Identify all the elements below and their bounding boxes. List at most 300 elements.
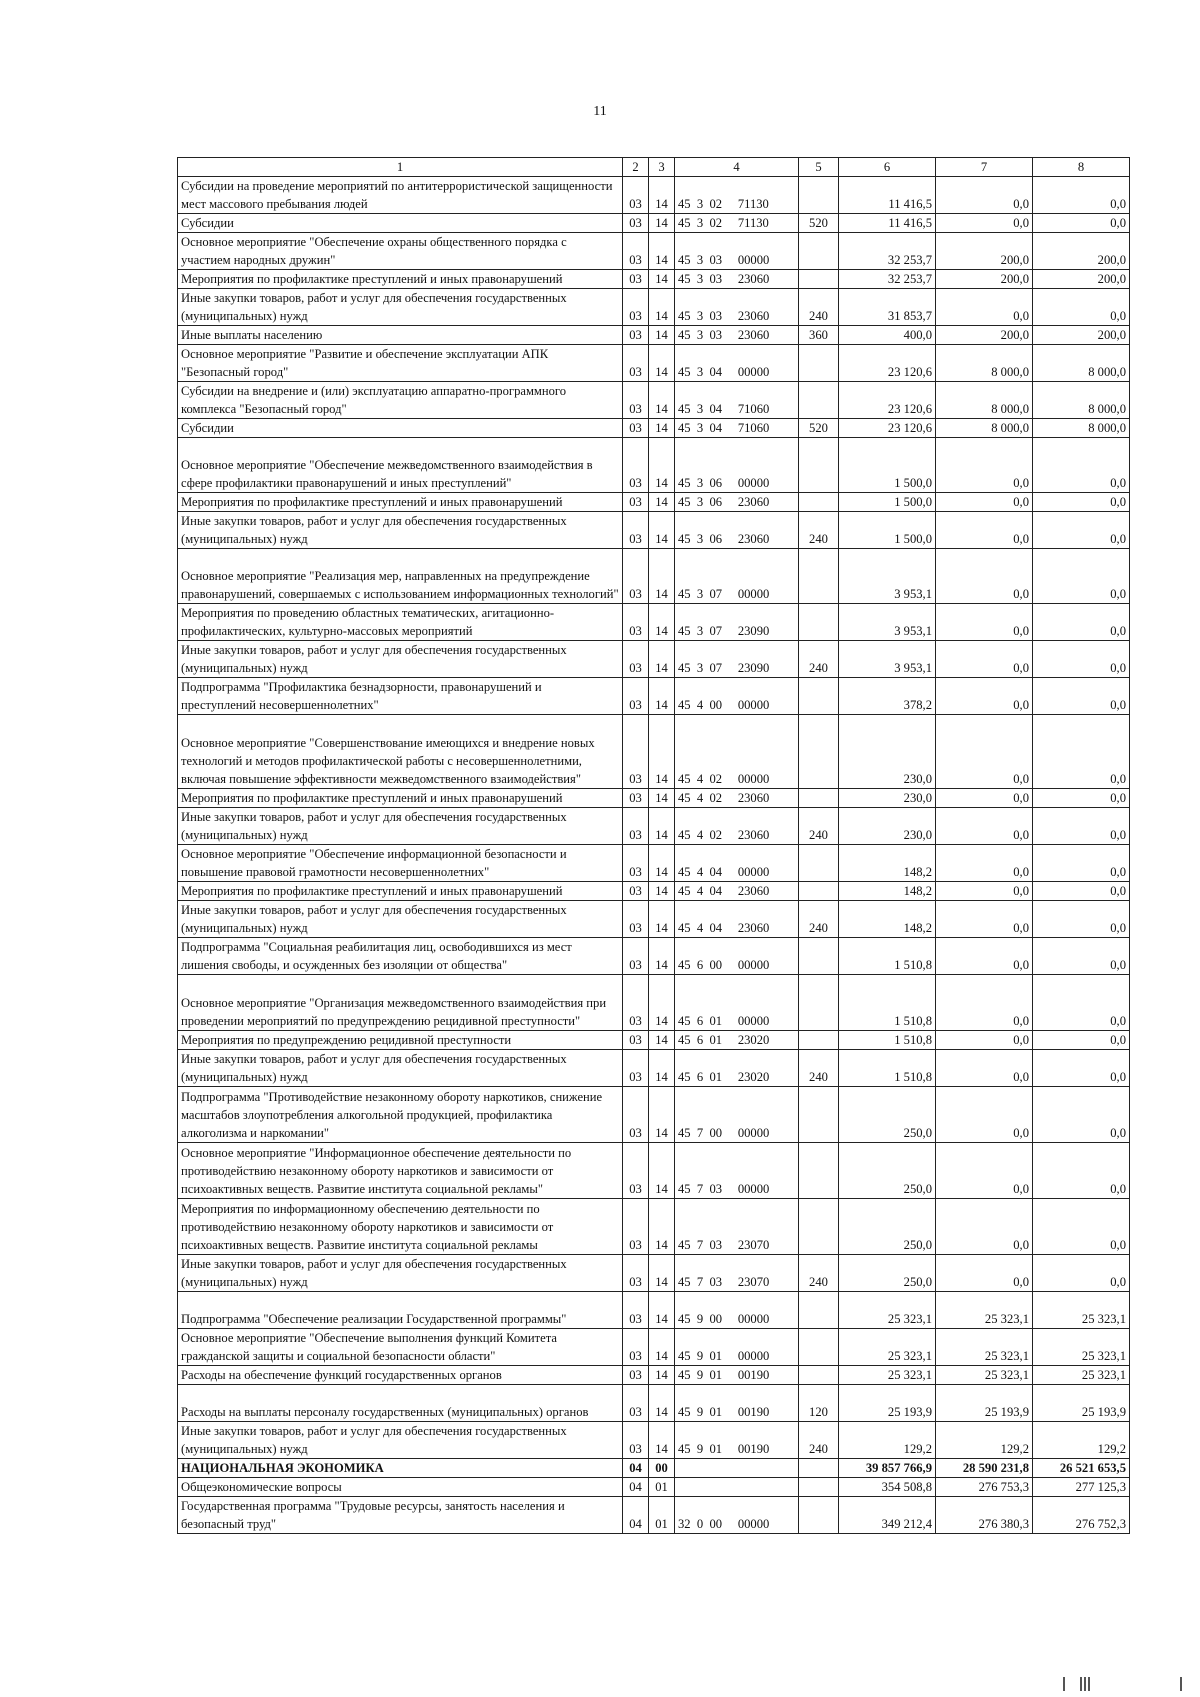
amount-col8: 25 193,9 bbox=[1033, 1385, 1130, 1422]
amount-col7: 0,0 bbox=[936, 1050, 1033, 1087]
amount-col8: 0,0 bbox=[1033, 549, 1130, 604]
row-name: Мероприятия по предупреждению рецидивной преступности bbox=[178, 1031, 623, 1050]
target-article-code: 45 3 03 23060 bbox=[675, 289, 799, 326]
table-row bbox=[178, 789, 1130, 808]
target-article-code: 45 7 00 00000 bbox=[675, 1087, 799, 1143]
row-name: Иные закупки товаров, работ и услуг для обеспечения государственных (муниципальных) нужд bbox=[178, 289, 623, 326]
subsection-code: 01 bbox=[649, 1478, 675, 1497]
target-article-code bbox=[675, 1478, 799, 1497]
row-name: Субсидии на проведение мероприятий по антитеррористической защищенности мест массового пребывания людей bbox=[178, 177, 623, 214]
amount-col7: 8 000,0 bbox=[936, 382, 1033, 419]
expense-type-code bbox=[799, 1478, 839, 1497]
row-name: Иные закупки товаров, работ и услуг для обеспечения государственных (муниципальных) нужд bbox=[178, 808, 623, 845]
row-name: Основное мероприятие "Организация межведомственного взаимодействия при проведении мероприятий по предупреждению рецидивной преступности" bbox=[178, 975, 623, 1031]
target-article-code: 45 4 00 00000 bbox=[675, 678, 799, 715]
amount-col6: 354 508,8 bbox=[839, 1478, 936, 1497]
amount-col6: 1 500,0 bbox=[839, 493, 936, 512]
subsection-code: 14 bbox=[649, 1031, 675, 1050]
section-code: 03 bbox=[623, 1255, 649, 1292]
subsection-code: 14 bbox=[649, 845, 675, 882]
row-name: Основное мероприятие "Совершенствование имеющихся и внедрение новых технологий и методов профилактической работы с несовершеннолетними, включая повышение эффективности межведомственного взаимодействия" bbox=[178, 715, 623, 789]
subsection-code: 14 bbox=[649, 1366, 675, 1385]
target-article-code: 45 3 07 00000 bbox=[675, 549, 799, 604]
section-code: 03 bbox=[623, 289, 649, 326]
subsection-code: 01 bbox=[649, 1497, 675, 1534]
subsection-code: 14 bbox=[649, 419, 675, 438]
expense-type-code bbox=[799, 1199, 839, 1255]
section-code: 03 bbox=[623, 233, 649, 270]
section-code: 03 bbox=[623, 901, 649, 938]
row-name: Иные закупки товаров, работ и услуг для обеспечения государственных (муниципальных) нужд bbox=[178, 1255, 623, 1292]
amount-col8: 277 125,3 bbox=[1033, 1478, 1130, 1497]
row-name: Мероприятия по профилактике преступлений и иных правонарушений bbox=[178, 270, 623, 289]
amount-col7: 0,0 bbox=[936, 789, 1033, 808]
amount-col7: 0,0 bbox=[936, 641, 1033, 678]
expense-type-code: 240 bbox=[799, 1050, 839, 1087]
expense-type-code bbox=[799, 715, 839, 789]
section-code: 03 bbox=[623, 938, 649, 975]
row-name: Расходы на обеспечение функций государственных органов bbox=[178, 1366, 623, 1385]
row-name: Иные закупки товаров, работ и услуг для обеспечения государственных (муниципальных) нужд bbox=[178, 1050, 623, 1087]
section-code: 03 bbox=[623, 214, 649, 233]
table-row bbox=[178, 1478, 1130, 1497]
row-name: Мероприятия по профилактике преступлений и иных правонарушений bbox=[178, 789, 623, 808]
section-code: 03 bbox=[623, 549, 649, 604]
amount-col7: 0,0 bbox=[936, 512, 1033, 549]
amount-col6: 3 953,1 bbox=[839, 604, 936, 641]
row-name: Основное мероприятие "Обеспечение межведомственного взаимодействия в сфере профилактики правонарушений и иных преступлений" bbox=[178, 438, 623, 493]
section-code: 03 bbox=[623, 438, 649, 493]
amount-col6: 230,0 bbox=[839, 789, 936, 808]
table-row bbox=[178, 1385, 1130, 1422]
subsection-code: 14 bbox=[649, 270, 675, 289]
amount-col7: 0,0 bbox=[936, 715, 1033, 789]
page-number: 11 bbox=[593, 104, 607, 119]
amount-col6: 32 253,7 bbox=[839, 233, 936, 270]
scan-mark bbox=[1080, 1677, 1082, 1691]
table-row bbox=[178, 512, 1130, 549]
scan-mark bbox=[1084, 1677, 1086, 1691]
row-name: Основное мероприятие "Реализация мер, направленных на предупреждение правонарушений, совершаемых с использованием информационных технологий" bbox=[178, 549, 623, 604]
target-article-code: 45 9 01 00190 bbox=[675, 1366, 799, 1385]
subsection-code: 14 bbox=[649, 1087, 675, 1143]
amount-col6: 3 953,1 bbox=[839, 549, 936, 604]
row-name: Основное мероприятие "Информационное обеспечение деятельности по противодействию незаконному обороту наркотиков и зависимости от психоактивных веществ. Развитие института социальной рекламы" bbox=[178, 1143, 623, 1199]
amount-col6: 1 510,8 bbox=[839, 1031, 936, 1050]
amount-col7: 200,0 bbox=[936, 233, 1033, 270]
table-row bbox=[178, 845, 1130, 882]
expense-type-code bbox=[799, 678, 839, 715]
table-row bbox=[178, 382, 1130, 419]
section-code: 03 bbox=[623, 419, 649, 438]
amount-col7: 0,0 bbox=[936, 1199, 1033, 1255]
expense-type-code bbox=[799, 975, 839, 1031]
amount-col7: 0,0 bbox=[936, 901, 1033, 938]
target-article-code: 45 9 01 00190 bbox=[675, 1385, 799, 1422]
header-row bbox=[178, 158, 1130, 177]
amount-col7: 200,0 bbox=[936, 326, 1033, 345]
amount-col7: 8 000,0 bbox=[936, 345, 1033, 382]
expense-type-code: 240 bbox=[799, 1422, 839, 1459]
amount-col8: 0,0 bbox=[1033, 975, 1130, 1031]
amount-col7: 0,0 bbox=[936, 1143, 1033, 1199]
section-code: 03 bbox=[623, 789, 649, 808]
target-article-code: 32 0 00 00000 bbox=[675, 1497, 799, 1534]
amount-col8: 200,0 bbox=[1033, 326, 1130, 345]
table-row bbox=[178, 1366, 1130, 1385]
section-code: 03 bbox=[623, 604, 649, 641]
amount-col6: 1 500,0 bbox=[839, 438, 936, 493]
amount-col6: 148,2 bbox=[839, 882, 936, 901]
amount-col7: 25 323,1 bbox=[936, 1329, 1033, 1366]
expense-type-code bbox=[799, 938, 839, 975]
amount-col6: 148,2 bbox=[839, 901, 936, 938]
table-row bbox=[178, 678, 1130, 715]
expense-type-code: 520 bbox=[799, 214, 839, 233]
section-code: 03 bbox=[623, 1366, 649, 1385]
amount-col8: 0,0 bbox=[1033, 641, 1130, 678]
table-row bbox=[178, 214, 1130, 233]
subsection-code: 14 bbox=[649, 1329, 675, 1366]
target-article-code: 45 4 02 23060 bbox=[675, 789, 799, 808]
amount-col6: 25 323,1 bbox=[839, 1366, 936, 1385]
expense-type-code bbox=[799, 1366, 839, 1385]
amount-col8: 25 323,1 bbox=[1033, 1292, 1130, 1329]
amount-col7: 0,0 bbox=[936, 808, 1033, 845]
target-article-code: 45 3 03 00000 bbox=[675, 233, 799, 270]
amount-col7: 0,0 bbox=[936, 214, 1033, 233]
row-name: Основное мероприятие "Обеспечение информационной безопасности и повышение правовой грамотности несовершеннолетних" bbox=[178, 845, 623, 882]
amount-col7: 0,0 bbox=[936, 549, 1033, 604]
amount-col8: 0,0 bbox=[1033, 882, 1130, 901]
table-row bbox=[178, 1087, 1130, 1143]
target-article-code: 45 6 01 23020 bbox=[675, 1050, 799, 1087]
section-code: 04 bbox=[623, 1478, 649, 1497]
target-article-code: 45 6 01 23020 bbox=[675, 1031, 799, 1050]
expense-type-code bbox=[799, 1143, 839, 1199]
amount-col7: 0,0 bbox=[936, 289, 1033, 326]
section-code: 03 bbox=[623, 882, 649, 901]
row-name: Субсидии на внедрение и (или) эксплуатацию аппаратно-программного комплекса "Безопасный город" bbox=[178, 382, 623, 419]
target-article-code: 45 3 07 23090 bbox=[675, 604, 799, 641]
expense-type-code bbox=[799, 438, 839, 493]
subsection-code: 14 bbox=[649, 233, 675, 270]
table-row bbox=[178, 1329, 1130, 1366]
expense-type-code bbox=[799, 1329, 839, 1366]
target-article-code: 45 4 02 00000 bbox=[675, 715, 799, 789]
section-code: 03 bbox=[623, 1050, 649, 1087]
row-name: Расходы на выплаты персоналу государственных (муниципальных) органов bbox=[178, 1385, 623, 1422]
expense-type-code bbox=[799, 270, 839, 289]
row-name: Подпрограмма "Обеспечение реализации Государственной программы" bbox=[178, 1292, 623, 1329]
target-article-code: 45 4 04 23060 bbox=[675, 901, 799, 938]
expense-type-code: 240 bbox=[799, 641, 839, 678]
expense-type-code bbox=[799, 1292, 839, 1329]
expense-type-code bbox=[799, 177, 839, 214]
header-cell: 4 bbox=[675, 158, 799, 177]
table-row bbox=[178, 419, 1130, 438]
expense-type-code bbox=[799, 604, 839, 641]
amount-col6: 250,0 bbox=[839, 1199, 936, 1255]
subsection-code: 14 bbox=[649, 604, 675, 641]
amount-col7: 0,0 bbox=[936, 938, 1033, 975]
target-article-code: 45 3 06 00000 bbox=[675, 438, 799, 493]
target-article-code: 45 7 03 23070 bbox=[675, 1255, 799, 1292]
amount-col8: 0,0 bbox=[1033, 845, 1130, 882]
target-article-code: 45 3 03 23060 bbox=[675, 326, 799, 345]
amount-col8: 26 521 653,5 bbox=[1033, 1459, 1130, 1478]
amount-col6: 23 120,6 bbox=[839, 345, 936, 382]
amount-col6: 400,0 bbox=[839, 326, 936, 345]
amount-col6: 25 323,1 bbox=[839, 1329, 936, 1366]
target-article-code: 45 4 04 23060 bbox=[675, 882, 799, 901]
expense-type-code bbox=[799, 1497, 839, 1534]
expense-type-code: 240 bbox=[799, 808, 839, 845]
amount-col7: 276 753,3 bbox=[936, 1478, 1033, 1497]
target-article-code: 45 4 02 23060 bbox=[675, 808, 799, 845]
amount-col8: 0,0 bbox=[1033, 214, 1130, 233]
section-code: 03 bbox=[623, 975, 649, 1031]
section-code: 03 bbox=[623, 808, 649, 845]
expense-type-code bbox=[799, 1031, 839, 1050]
amount-col8: 0,0 bbox=[1033, 938, 1130, 975]
section-code: 03 bbox=[623, 1385, 649, 1422]
amount-col8: 8 000,0 bbox=[1033, 419, 1130, 438]
amount-col6: 250,0 bbox=[839, 1143, 936, 1199]
amount-col7: 25 323,1 bbox=[936, 1292, 1033, 1329]
section-code: 03 bbox=[623, 493, 649, 512]
header-cell: 7 bbox=[936, 158, 1033, 177]
subsection-code: 14 bbox=[649, 678, 675, 715]
subsection-code: 00 bbox=[649, 1459, 675, 1478]
row-name: Основное мероприятие "Обеспечение выполнения функций Комитета гражданской защиты и социальной безопасности области" bbox=[178, 1329, 623, 1366]
target-article-code: 45 3 07 23090 bbox=[675, 641, 799, 678]
target-article-code: 45 3 04 71060 bbox=[675, 419, 799, 438]
amount-col6: 25 323,1 bbox=[839, 1292, 936, 1329]
amount-col6: 32 253,7 bbox=[839, 270, 936, 289]
amount-col8: 129,2 bbox=[1033, 1422, 1130, 1459]
amount-col6: 1 510,8 bbox=[839, 975, 936, 1031]
amount-col7: 276 380,3 bbox=[936, 1497, 1033, 1534]
amount-col8: 0,0 bbox=[1033, 493, 1130, 512]
amount-col8: 8 000,0 bbox=[1033, 382, 1130, 419]
subsection-code: 14 bbox=[649, 938, 675, 975]
subsection-code: 14 bbox=[649, 901, 675, 938]
amount-col7: 25 323,1 bbox=[936, 1366, 1033, 1385]
table-row bbox=[178, 1422, 1130, 1459]
table-row bbox=[178, 1143, 1130, 1199]
table-row bbox=[178, 882, 1130, 901]
amount-col7: 0,0 bbox=[936, 177, 1033, 214]
target-article-code bbox=[675, 1459, 799, 1478]
section-code: 03 bbox=[623, 177, 649, 214]
row-name: Подпрограмма "Профилактика безнадзорности, правонарушений и преступлений несовершеннолетних" bbox=[178, 678, 623, 715]
amount-col8: 0,0 bbox=[1033, 512, 1130, 549]
amount-col6: 250,0 bbox=[839, 1255, 936, 1292]
row-name: Субсидии bbox=[178, 214, 623, 233]
amount-col8: 0,0 bbox=[1033, 438, 1130, 493]
expense-type-code bbox=[799, 789, 839, 808]
table-row bbox=[178, 641, 1130, 678]
target-article-code: 45 7 03 00000 bbox=[675, 1143, 799, 1199]
amount-col7: 0,0 bbox=[936, 1255, 1033, 1292]
amount-col6: 230,0 bbox=[839, 808, 936, 845]
amount-col8: 0,0 bbox=[1033, 1050, 1130, 1087]
amount-col8: 0,0 bbox=[1033, 715, 1130, 789]
amount-col8: 0,0 bbox=[1033, 1143, 1130, 1199]
subsection-code: 14 bbox=[649, 326, 675, 345]
row-name: Иные выплаты населению bbox=[178, 326, 623, 345]
table-row bbox=[178, 1497, 1130, 1534]
amount-col8: 0,0 bbox=[1033, 901, 1130, 938]
target-article-code: 45 3 02 71130 bbox=[675, 214, 799, 233]
expense-type-code bbox=[799, 345, 839, 382]
amount-col7: 0,0 bbox=[936, 1031, 1033, 1050]
target-article-code: 45 3 04 00000 bbox=[675, 345, 799, 382]
subsection-code: 14 bbox=[649, 289, 675, 326]
row-name: Мероприятия по профилактике преступлений и иных правонарушений bbox=[178, 882, 623, 901]
target-article-code: 45 9 00 00000 bbox=[675, 1292, 799, 1329]
amount-col7: 28 590 231,8 bbox=[936, 1459, 1033, 1478]
section-code: 03 bbox=[623, 270, 649, 289]
subsection-code: 14 bbox=[649, 512, 675, 549]
amount-col8: 0,0 bbox=[1033, 678, 1130, 715]
amount-col8: 276 752,3 bbox=[1033, 1497, 1130, 1534]
row-name: Основное мероприятие "Развитие и обеспечение эксплуатации АПК "Безопасный город" bbox=[178, 345, 623, 382]
amount-col7: 0,0 bbox=[936, 1087, 1033, 1143]
header-cell: 3 bbox=[649, 158, 675, 177]
amount-col7: 0,0 bbox=[936, 493, 1033, 512]
section-code: 03 bbox=[623, 1087, 649, 1143]
scan-mark bbox=[1063, 1677, 1065, 1691]
subsection-code: 14 bbox=[649, 438, 675, 493]
subsection-code: 14 bbox=[649, 1422, 675, 1459]
amount-col7: 0,0 bbox=[936, 438, 1033, 493]
amount-col7: 8 000,0 bbox=[936, 419, 1033, 438]
table-row bbox=[178, 289, 1130, 326]
subsection-code: 14 bbox=[649, 882, 675, 901]
amount-col7: 200,0 bbox=[936, 270, 1033, 289]
expense-type-code: 240 bbox=[799, 512, 839, 549]
target-article-code: 45 3 06 23060 bbox=[675, 512, 799, 549]
expense-type-code: 520 bbox=[799, 419, 839, 438]
subsection-code: 14 bbox=[649, 549, 675, 604]
table-row bbox=[178, 326, 1130, 345]
budget-table bbox=[177, 157, 1130, 1534]
row-name: Государственная программа "Трудовые ресурсы, занятость населения и безопасный труд" bbox=[178, 1497, 623, 1534]
table-row bbox=[178, 1292, 1130, 1329]
row-name: Общеэкономические вопросы bbox=[178, 1478, 623, 1497]
amount-col8: 0,0 bbox=[1033, 1199, 1130, 1255]
row-name: Иные закупки товаров, работ и услуг для обеспечения государственных (муниципальных) нужд bbox=[178, 512, 623, 549]
table-row bbox=[178, 270, 1130, 289]
amount-col8: 0,0 bbox=[1033, 1087, 1130, 1143]
table-row bbox=[178, 549, 1130, 604]
target-article-code: 45 3 06 23060 bbox=[675, 493, 799, 512]
expense-type-code bbox=[799, 1087, 839, 1143]
amount-col8: 0,0 bbox=[1033, 1031, 1130, 1050]
section-code: 03 bbox=[623, 326, 649, 345]
row-name: Основное мероприятие "Обеспечение охраны общественного порядка с участием народных дружин" bbox=[178, 233, 623, 270]
row-name: Иные закупки товаров, работ и услуг для обеспечения государственных (муниципальных) нужд bbox=[178, 1422, 623, 1459]
amount-col8: 0,0 bbox=[1033, 808, 1130, 845]
subsection-code: 14 bbox=[649, 975, 675, 1031]
expense-type-code bbox=[799, 882, 839, 901]
section-code: 03 bbox=[623, 345, 649, 382]
subsection-code: 14 bbox=[649, 1385, 675, 1422]
amount-col6: 378,2 bbox=[839, 678, 936, 715]
header-cell: 2 bbox=[623, 158, 649, 177]
row-name: НАЦИОНАЛЬНАЯ ЭКОНОМИКА bbox=[178, 1459, 623, 1478]
section-code: 03 bbox=[623, 382, 649, 419]
table-row bbox=[178, 1459, 1130, 1478]
row-name: Мероприятия по проведению областных тематических, агитационно-профилактических, культурно-массовых мероприятий bbox=[178, 604, 623, 641]
target-article-code: 45 6 00 00000 bbox=[675, 938, 799, 975]
amount-col6: 25 193,9 bbox=[839, 1385, 936, 1422]
table-row bbox=[178, 1255, 1130, 1292]
amount-col8: 0,0 bbox=[1033, 1255, 1130, 1292]
section-code: 03 bbox=[623, 1422, 649, 1459]
amount-col6: 11 416,5 bbox=[839, 177, 936, 214]
target-article-code: 45 6 01 00000 bbox=[675, 975, 799, 1031]
amount-col8: 200,0 bbox=[1033, 270, 1130, 289]
expense-type-code: 240 bbox=[799, 289, 839, 326]
row-name: Подпрограмма "Противодействие незаконному обороту наркотиков, снижение масштабов злоупотребления алкогольной продукцией, профилактика алкоголизма и наркомании" bbox=[178, 1087, 623, 1143]
amount-col6: 23 120,6 bbox=[839, 382, 936, 419]
table-row bbox=[178, 604, 1130, 641]
target-article-code: 45 7 03 23070 bbox=[675, 1199, 799, 1255]
amount-col7: 0,0 bbox=[936, 975, 1033, 1031]
table-row bbox=[178, 715, 1130, 789]
expense-type-code bbox=[799, 1459, 839, 1478]
table-row bbox=[178, 975, 1130, 1031]
row-name: Иные закупки товаров, работ и услуг для обеспечения государственных (муниципальных) нужд bbox=[178, 641, 623, 678]
section-code: 03 bbox=[623, 1199, 649, 1255]
amount-col8: 25 323,1 bbox=[1033, 1329, 1130, 1366]
row-name: Субсидии bbox=[178, 419, 623, 438]
table-row bbox=[178, 1199, 1130, 1255]
section-code: 04 bbox=[623, 1459, 649, 1478]
table-row bbox=[178, 233, 1130, 270]
subsection-code: 14 bbox=[649, 789, 675, 808]
subsection-code: 14 bbox=[649, 641, 675, 678]
subsection-code: 14 bbox=[649, 345, 675, 382]
section-code: 03 bbox=[623, 678, 649, 715]
section-code: 03 bbox=[623, 1143, 649, 1199]
amount-col6: 39 857 766,9 bbox=[839, 1459, 936, 1478]
amount-col7: 0,0 bbox=[936, 882, 1033, 901]
subsection-code: 14 bbox=[649, 177, 675, 214]
subsection-code: 14 bbox=[649, 214, 675, 233]
amount-col6: 349 212,4 bbox=[839, 1497, 936, 1534]
expense-type-code bbox=[799, 845, 839, 882]
subsection-code: 14 bbox=[649, 1050, 675, 1087]
amount-col6: 11 416,5 bbox=[839, 214, 936, 233]
amount-col7: 0,0 bbox=[936, 604, 1033, 641]
amount-col6: 1 510,8 bbox=[839, 938, 936, 975]
target-article-code: 45 3 02 71130 bbox=[675, 177, 799, 214]
target-article-code: 45 9 01 00000 bbox=[675, 1329, 799, 1366]
amount-col7: 25 193,9 bbox=[936, 1385, 1033, 1422]
expense-type-code: 240 bbox=[799, 1255, 839, 1292]
row-name: Мероприятия по информационному обеспечению деятельности по противодействию незаконному обороту наркотиков и зависимости от психоактивных веществ. Развитие института социальной рекламы bbox=[178, 1199, 623, 1255]
amount-col8: 200,0 bbox=[1033, 233, 1130, 270]
amount-col6: 250,0 bbox=[839, 1087, 936, 1143]
table-row bbox=[178, 1050, 1130, 1087]
section-code: 04 bbox=[623, 1497, 649, 1534]
section-code: 03 bbox=[623, 845, 649, 882]
amount-col6: 129,2 bbox=[839, 1422, 936, 1459]
